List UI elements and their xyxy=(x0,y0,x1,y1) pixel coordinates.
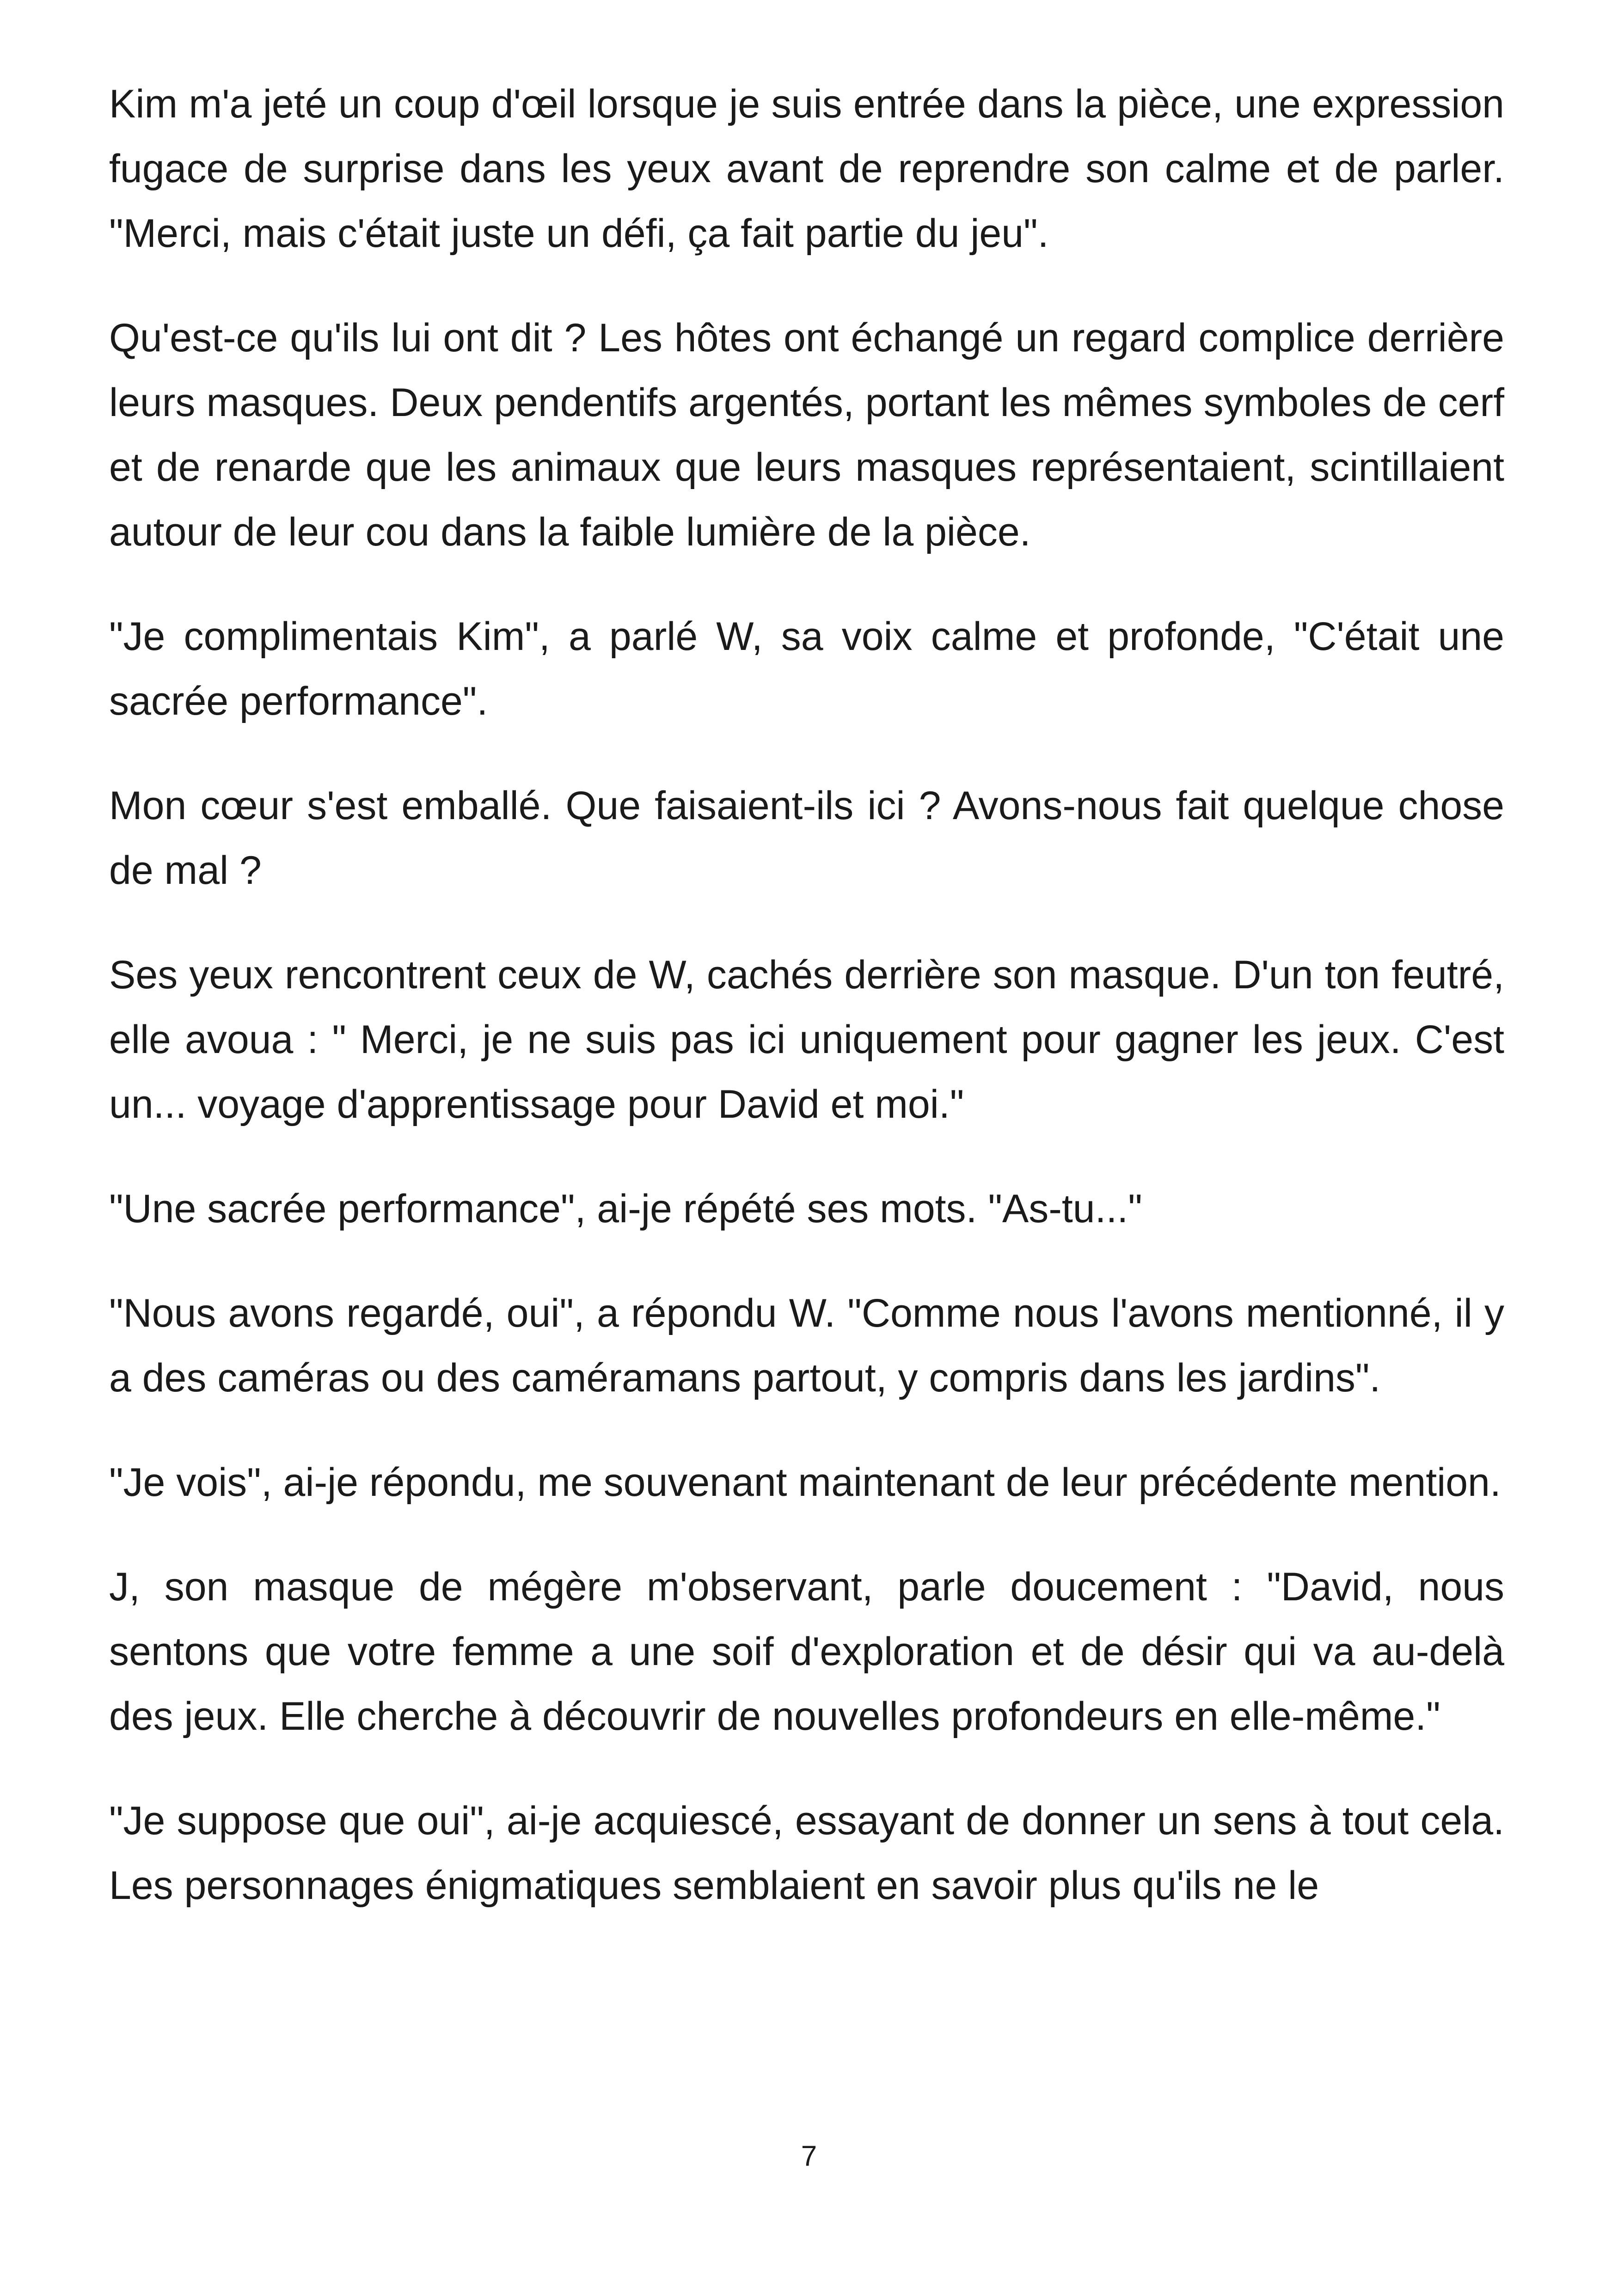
paragraph: Kim m'a jeté un coup d'œil lorsque je suis entrée dans la pièce, une expression fugace de surprise dans les yeux avant de reprendre son calme et de parler. "Merci, mais c'était juste un défi, ça fait partie du jeu". xyxy=(109,82,1504,256)
paragraph: Mon cœur s'est emballé. Que faisaient-ils ici ? Avons-nous fait quelque chose de mal ? xyxy=(109,784,1504,893)
page-number: 7 xyxy=(801,2140,817,2172)
paragraph: Ses yeux rencontrent ceux de W, cachés derrière son masque. D'un ton feutré, elle avoua : " Merci, je ne suis pas ici uniquement pour gagner les jeux. C'est un... voyage d'apprentissage pour David et moi." xyxy=(109,953,1504,1127)
body-text xyxy=(109,72,1504,1918)
paragraph: "Je vois", ai-je répondu, me souvenant maintenant de leur précédente mention. xyxy=(109,1460,1501,1505)
paragraph: Qu'est-ce qu'ils lui ont dit ? Les hôtes ont échangé un regard complice derrière leurs masques. Deux pendentifs argentés, portant les mêmes symboles de cerf et de renarde que les animaux que leurs masques représentaient, scintillaient autour de leur cou dans la faible lumière de la pièce. xyxy=(109,316,1504,554)
paragraph: "Une sacrée performance", ai-je répété ses mots. "As-tu..." xyxy=(109,1187,1142,1231)
paragraph: J, son masque de mégère m'observant, parle doucement : "David, nous sentons que votre femme a une soif d'exploration et de désir qui va au-delà des jeux. Elle cherche à découvrir de nouvelles profondeurs en elle-même." xyxy=(109,1565,1504,1739)
paragraph: "Nous avons regardé, oui", a répondu W. "Comme nous l'avons mentionné, il y a des caméras ou des caméramans partout, y compris dans les jardins". xyxy=(109,1291,1504,1400)
paragraph: "Je suppose que oui", ai-je acquiescé, essayant de donner un sens à tout cela. Les personnages énigmatiques semblaient en savoir plus qu'ils ne le xyxy=(109,1799,1504,1908)
paragraph: "Je complimentais Kim", a parlé W, sa voix calme et profonde, "C'était une sacrée performance". xyxy=(109,614,1504,723)
